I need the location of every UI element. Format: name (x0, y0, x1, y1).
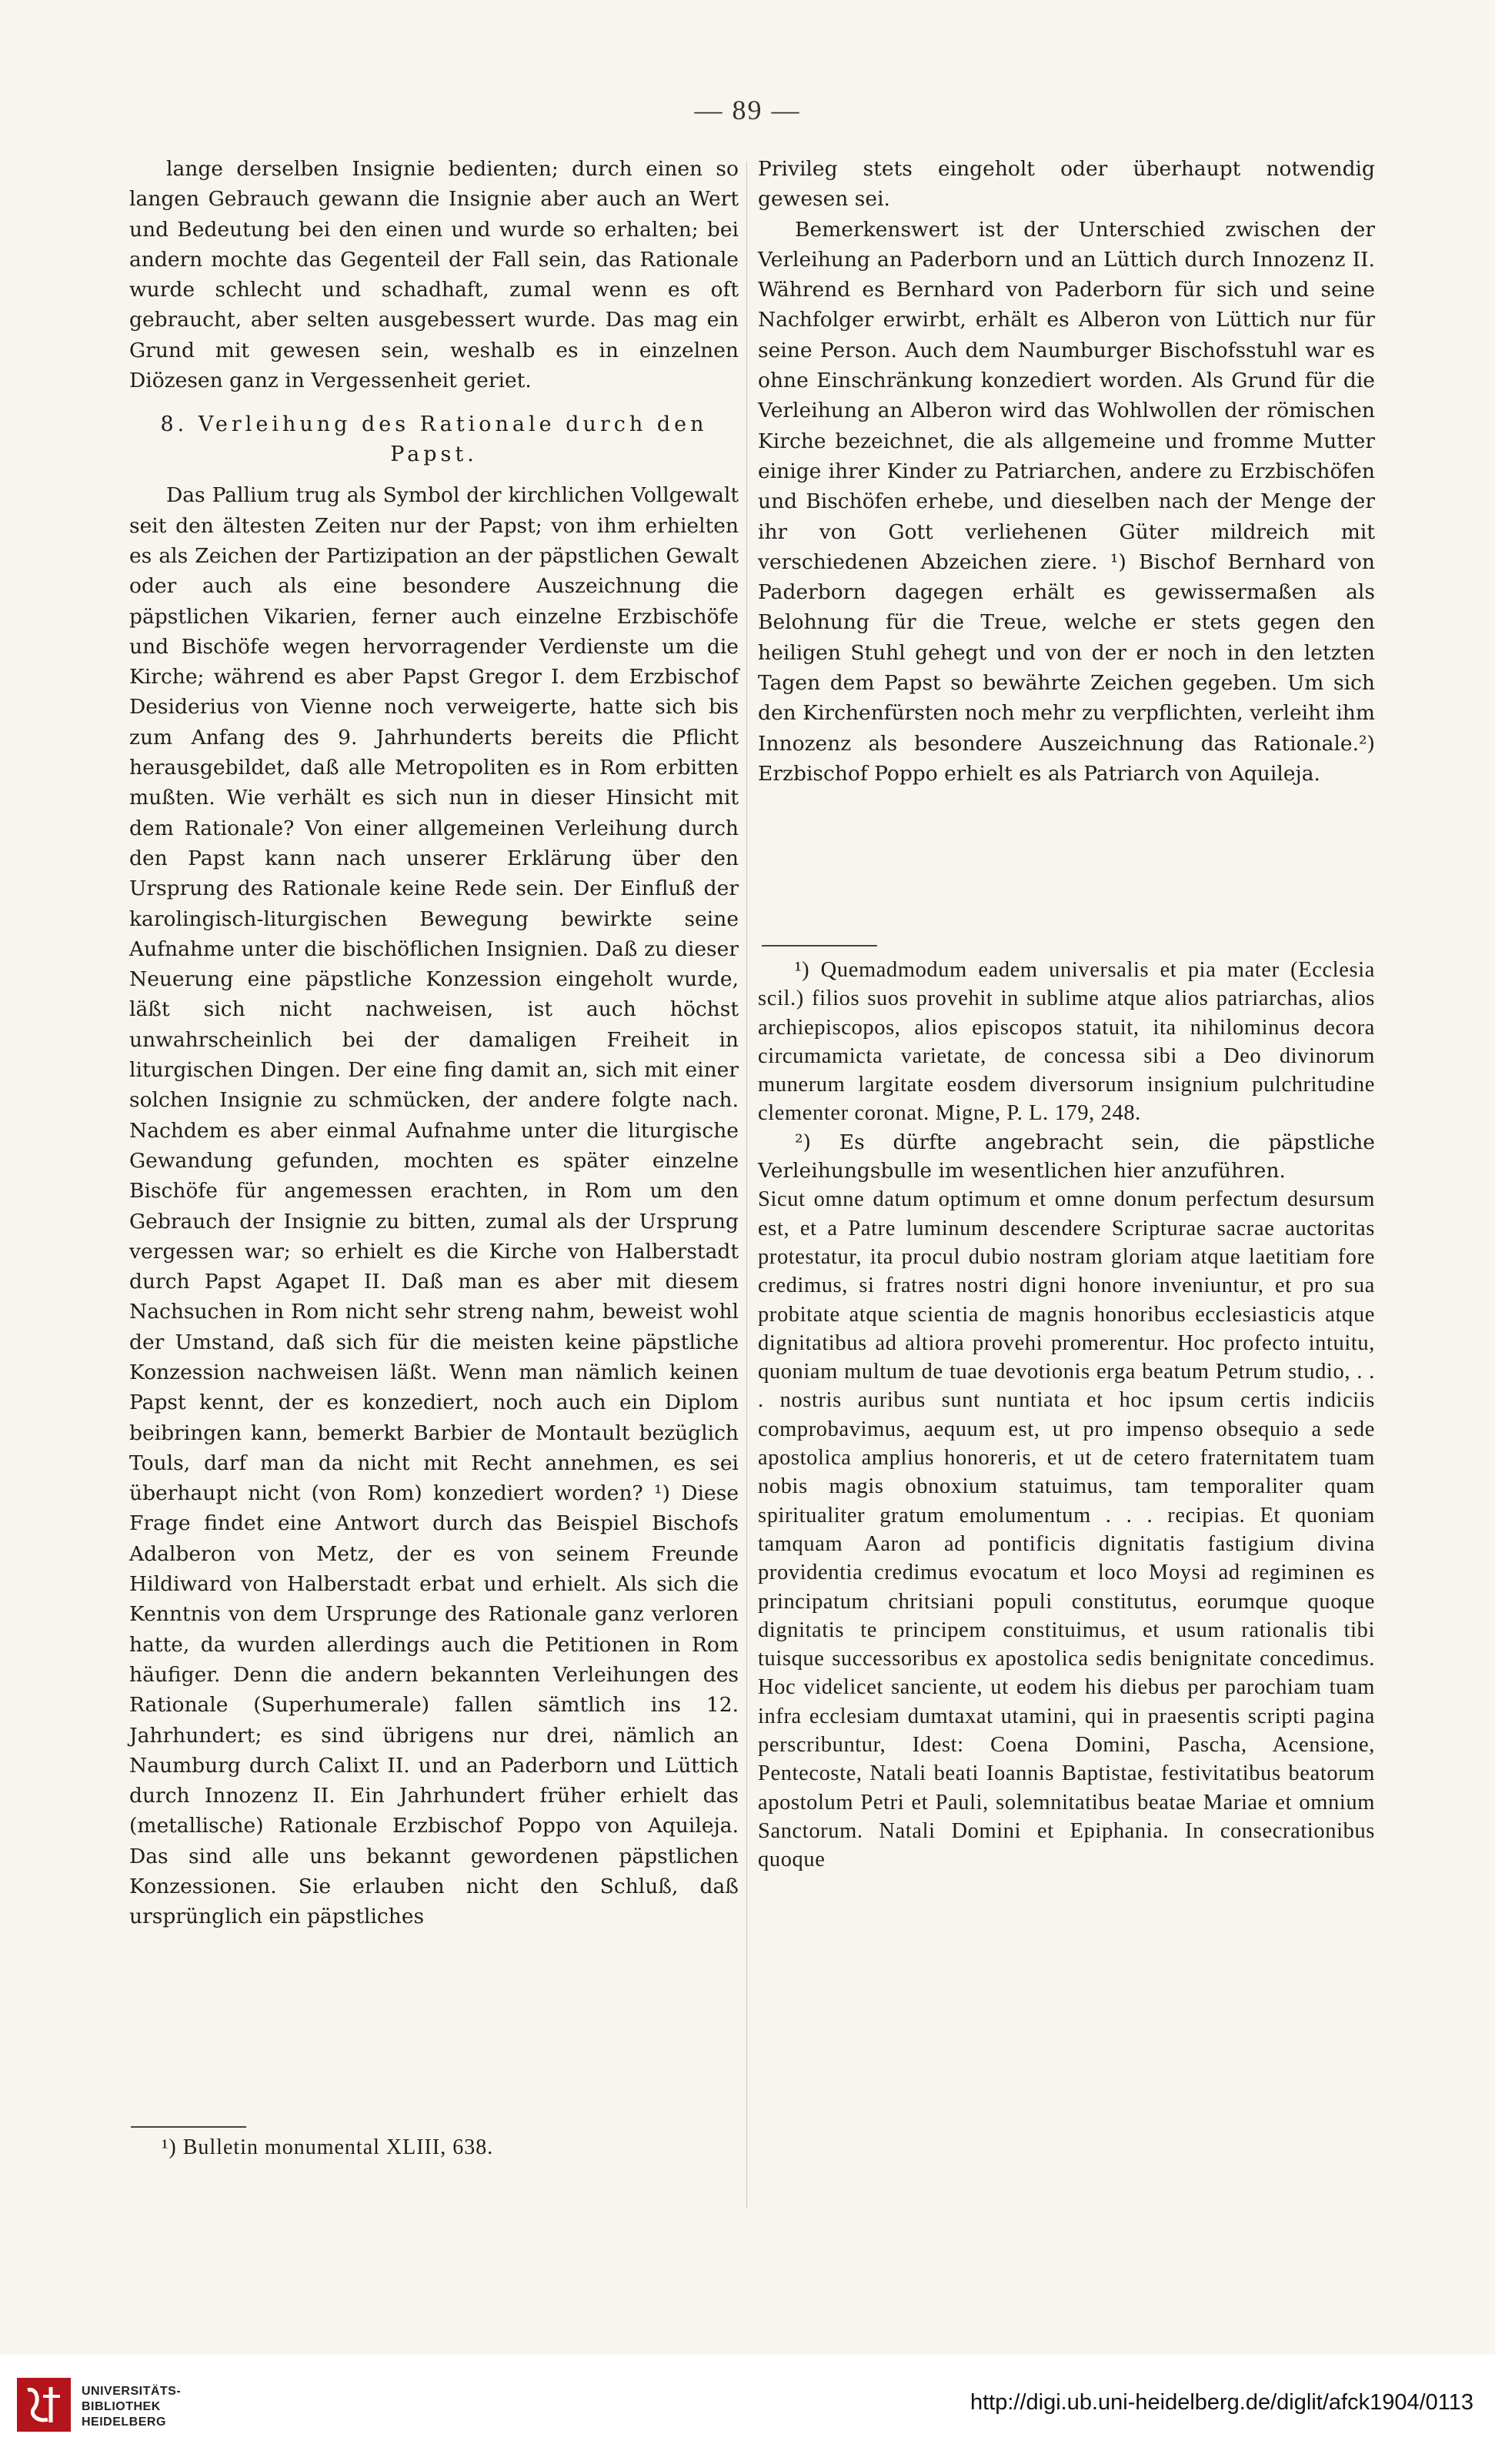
section-heading: 8. Verleihung des Rationale durch den Papst. (160, 412, 708, 467)
footnote: ¹) Quemadmodum eadem universalis et pia mater (Ecclesia scil.) filios suos provehit in sublime atque alios patriarchas, alios archiepiscopos, alios episcopos statuit, ita nihilominus decora circumamicta varietate, de concessa sibi a Deo divinorum munerum largitate eosdem diversorum insignium pulchritudine clementer coronat. Migne, P. L. 179, 248. (758, 958, 1375, 1126)
paragraph: Privileg stets eingeholt oder überhaupt notwendig gewesen sei. (758, 157, 1375, 212)
library-name (82, 2384, 181, 2430)
library-name-line: HEIDELBERG (82, 2416, 166, 2429)
footnote-rule (131, 2126, 246, 2128)
left-column (129, 154, 739, 1932)
paragraph: Bemerkenswert ist der Unterschied zwischen der Verleihung an Paderborn und an Lüttich durch Innozenz II. Während es Bernhard von Paderborn für sich und seine Nachfolger erwirbt, erhält es Alberon von Lüttich nur für seine Person. Auch dem Naumburger Bischofsstuhl war es ohne Einschränkung konzediert worden. Als Grund für die Verleihung an Alberon wird das Wohlwollen der römischen Kirche bezeichnet, die als allgemeine und fromme Mutter einige ihrer Kinder zu Patriarchen, andere zu Erzbischöfen und Bischöfen erhebe, und dieselben nach der Menge der ihr von Gott verliehenen Güter mildreich mit verschiedenen Abzeichen ziere. ¹) Bischof Bernhard von Paderborn dagegen erhält es gewissermaßen als Belohnung für die Treue, welche er stets gegen den heiligen Stuhl gehegt und von der er noch in den letzten Tagen dem Papst so bewährte Zeichen gegeben. Um sich den Kirchenfürsten noch mehr zu verpflichten, verleiht ihm Innozenz als besondere Auszeichnung das Rationale.²) Erzbischof Poppo erhielt es als Patriarch von Aquileja. (758, 217, 1375, 786)
footnote-quotation: Sicut omne datum optimum et omne donum perfectum desursum est, et a Patre luminum descendere Scripturae sacrae auctoritas protestatur, ita procul dubio nostram gloriam atque laetitiam fore credimus, si fratres nostri digni honore inveniuntur, et pro sua probitate atque scientia de magnis honoribus ecclesiasticis atque dignitatibus ad altiora provehi promerentur. Hoc profecto intuitu, quoniam multum de tuae devotionis erga beatum Petrum studio, . . . nostris auribus sunt nuntiata et hoc ipsum certis indiciis comprobavimus, aequum est, ut pro impenso obsequio a sede apostolica amplius honoreris, et ut de cetero fraternitatem tuam nobis magis obnoxium statuimus, tam temporaliter quam spiritualiter gratum emolumentum . . . recipias. Et quoniam tamquam Aaron ad pontificis dignitatis fastigium divina providentia credimus evocatum et loco Moysi ad regiminen es principatum chritsiani populi constitutus, eorumque quoque dignitatis te principem constituimus, et usum rationalis tibi tuisque successoribus ex apostolica sedis benignitate concedimus. Hoc videlicet sanciente, ut eodem his diebus per parochiam tuam infra ecclesiam dumtaxat utamini, qui in praesentis scripti pagina perscribuntur, Idest: Coena Domini, Pascha, Acensione, Pentecoste, Natali beati Ioannis Baptistae, festivitatibus beatorum apostolum Petri et Pauli, solemnitatibus beatae Mariae et omnium Sanctorum. Natali Domini et Epiphania. In consecrationibus quoque (758, 1187, 1375, 1872)
library-footer (0, 2355, 1495, 2464)
library-name-line: BIBLIOTHEK (82, 2400, 161, 2413)
library-name-line: UNIVERSITÄTS- (82, 2385, 182, 2398)
page-number: — 89 — (694, 95, 801, 125)
paragraph: Das Pallium trug als Symbol der kirchlichen Vollgewalt seit den ältesten Zeiten nur der Papst; von ihm erhielten es als Zeichen der Partizipation an der päpstlichen Gewalt oder auch als eine besondere Auszeichnung die päpstlichen Vikarien, ferner auch einzelne Erzbischöfe und Bischöfe wegen hervorragender Verdienste um die Kirche; während es aber Papst Gregor I. dem Erzbischof Desiderius von Vienne noch verweigerte, hatte sich bis zum Anfang des 9. Jahrhunderts bereits die Pflicht herausgebildet, daß alle Metropoliten es in Rom erbitten mußten. Wie verhält es sich nun in dieser Hinsicht mit dem Rationale? Von einer allgemeinen Verleihung durch den Papst kann nach unserer Erklärung über den Ursprung des Rationale keine Rede sein. Der Einfluß der karolingisch-liturgischen Bewegung bewirkte seine Aufnahme unter die bischöflichen Insignien. Daß zu dieser Neuerung eine päpstliche Konzession eingeholt wurde, läßt sich nicht nachweisen, ist auch höchst unwahrscheinlich bei der damaligen Freiheit in liturgischen Dingen. Der eine fing damit an, sich mit einer solchen Insignie zu schmücken, der andere folgte nach. Nachdem es aber einmal Aufnahme unter die liturgische Gewandung gefunden, mochten es später einzelne Bischöfe für angemessen erachten, in Rom um den Gebrauch der Insignie zu bitten, zumal als der Ursprung vergessen war; so erhielt es die Kirche von Halberstadt durch Papst Agapet II. Daß man es aber mit diesem Nachsuchen in Rom nicht sehr streng nahm, beweist wohl der Umstand, daß sich für die meisten keine päpstliche Konzession nachweisen läßt. Wenn man nämlich keinen Papst kennt, der es konzediert, noch auch ein Diplom beibringen kann, bemerkt Barbier de Montault bezüglich Touls, darf man da nicht mit Recht annehmen, es sei überhaupt nicht (von Rom) konzediert worden? ¹) Diese Frage findet eine Antwort durch das Beispiel Bischofs Adalberon von Metz, der es von seinem Freunde Hildiward von Halberstadt erbat und erhielt. Als sich die Kenntnis von dem Ursprunge des Rationale ganz verloren hatte, da wurden allerdings auch die Petitionen in Rom häufiger. Denn die andern bekannten Verleihungen des Rationale (Superhumerale) fallen sämtlich ins 12. Jahrhundert; es sind übrigens nur drei, nämlich an Naumburg durch Calixt II. und an Paderborn und Lüttich durch Innozenz II. Ein Jahrhundert früher erhielt das (metallische) Rationale Erzbischof Poppo von Aquileja. Das sind alle uns bekannt gewordenen päpstlichen Konzessionen. Sie erlauben nicht den Schluß, daß ursprünglich ein päpstliches (129, 483, 739, 1929)
source-url[interactable]: http://digi.ub.uni-heidelberg.de/diglit/afck1904/0113 (969, 2390, 1473, 2415)
footnote: ²) Es dürfte angebracht sein, die päpstliche Verleihungsbulle im wesentlichen hier anzuführen. (758, 1130, 1375, 1184)
paragraph: lange derselben Insignie bedienten; durch einen so langen Gebrauch gewann die Insignie aber auch an Wert und Bedeutung bei den einen und wurde so erhalten; bei andern mochte das Gegenteil der Fall sein, das Rationale wurde schlecht und schadhaft, zumal wenn es oft gebraucht, aber selten ausgebessert wurde. Das mag ein Grund mit gewesen sein, weshalb es in einzelnen Diözesen ganz in Vergessenheit geriet. (129, 157, 739, 393)
library-logo-icon (17, 2378, 71, 2432)
column-divider (746, 162, 747, 2209)
footnote: ¹) Bulletin monumental XLIII, 638. (162, 2135, 494, 2159)
footnotes (758, 956, 1375, 1875)
right-column (758, 154, 1375, 789)
footnote-rule (762, 945, 877, 947)
